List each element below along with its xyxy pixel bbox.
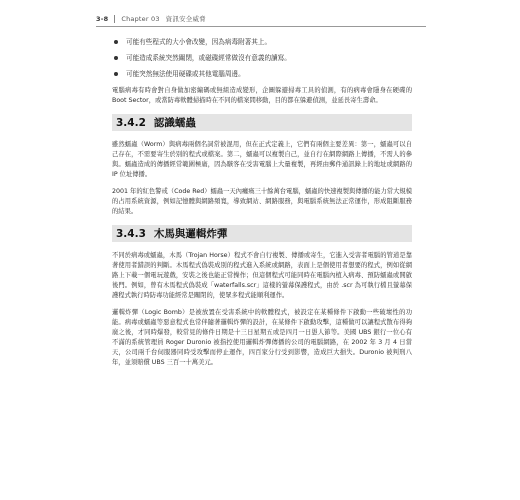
page-number: 3-8 [96, 14, 109, 23]
logic-bomb-paragraph: 邏輯炸彈（Logic Bomb）是被放置在受害系統中的軟體程式，被設定在某種條件下啟動一些破壞性的功能。病毒或蠕蟲等惡意程式也常伴隨著邏輯炸彈的設計，在某條件下啟動攻擊，這種做可以讓程式散布得夠廣之後，才同時爆發，較常見的條件日期是十三日星期五或是四月一日愚人節等。美國 UBS 銀行一位心有不滿的系統管理員 Roger Duronio 被指控使用邏輯炸彈傳播的公司的電腦網路，在 2002 年 3 月 4 日當天，公司兩千台伺服器同時受攻擊而停止運作，四百家分行受到影響，造成巨大損失。Duronio 被判刑八年，並須賠償 UBS 三百一十萬美元。 [112, 309, 412, 366]
worm-paragraph-1: 雖然蠕蟲（Worm）與病毒兩個名詞常被混用，但在正式定義上，它們有兩個主要差異：第一，蠕蟲可以自己存在，不需要寄生於別的程式或檔案。第二，蠕蟲可以複製自己，並自行在網際網路上傳播，不需人的參與。蠕蟲造成的傳播經常範圍極廣，因為駭客在受害電腦上大量複製，再經由郵件通訊錄上的地址或網路的 IP 位址傳播。 [112, 141, 412, 178]
worm-paragraph-2: 2001 年的紅色警戒（Code Red）蠕蟲一天內癱瘓三十餘萬台電腦，蠕蟲的快速複製與傳播的能力常大規模的占用系統資源，例如記憶體與網路頻寬，導致網站、網路服務，與電腦系統無法正常運作，形成阻斷服務的結果。 [112, 188, 412, 215]
header-separator [114, 15, 115, 23]
section-heading-3-4-3 [112, 225, 412, 242]
section-title: 木馬與邏輯炸彈 [153, 228, 228, 240]
bullet-icon [114, 56, 118, 60]
list-item: 可能突然無法使用硬碟或其他電腦周邊。 [112, 70, 412, 79]
intro-paragraph: 電腦病毒有時會對自身做加密編碼或無組造成變形，企圖躲避掃毒工具的偵測，有的病毒會隱身在硬碟的 Boot Sector，或當防毒軟體掃描時在不同的檔案間移動，目的都在躲避偵測，並延長寄生壽命。 [112, 87, 412, 104]
list-item: 可能有些程式的大小會改變，因為病毒附著其上。 [112, 38, 412, 47]
running-header [96, 14, 206, 23]
section-number: 3.4.3 [116, 227, 146, 240]
chapter-title: 資訊安全威脅 [165, 15, 206, 23]
chapter-label: Chapter 03 [121, 14, 160, 23]
bullet-icon [114, 40, 118, 44]
bullet-icon [114, 72, 118, 76]
page-content [112, 38, 412, 375]
header-rule [96, 26, 426, 27]
list-item: 可能造成系統突然關閉，或磁碟經常做沒有意義的讀寫。 [112, 54, 412, 63]
trojan-paragraph: 不同於病毒或蠕蟲，木馬（Trojan Horse）程式不會自行複製、傳播或寄生，它進入受害者電腦的管道是靠著使用者錯誤的判斷。木馬程式偽裝成別的程式進入系統或網路，表面上是個使用者想要的程式，例如從網路上下載一個電玩遊戲，安裝之後也能正常操作；但這個程式可能同時在電腦內植入病毒、預防蠕蟲或開啟後門。例如，曾有木馬程式偽裝成「waterfalls.scr」這樣的螢幕保護程式，由於 .scr 為可執行檔且螢幕保護程式執行時防毒功能經常是關閉的，使眾多程式能順利運作。 [112, 252, 412, 299]
section-number: 3.4.2 [116, 116, 146, 129]
bullet-list [112, 38, 412, 79]
section-title: 認識蠕蟲 [153, 117, 196, 129]
section-heading-3-4-2 [112, 114, 412, 131]
